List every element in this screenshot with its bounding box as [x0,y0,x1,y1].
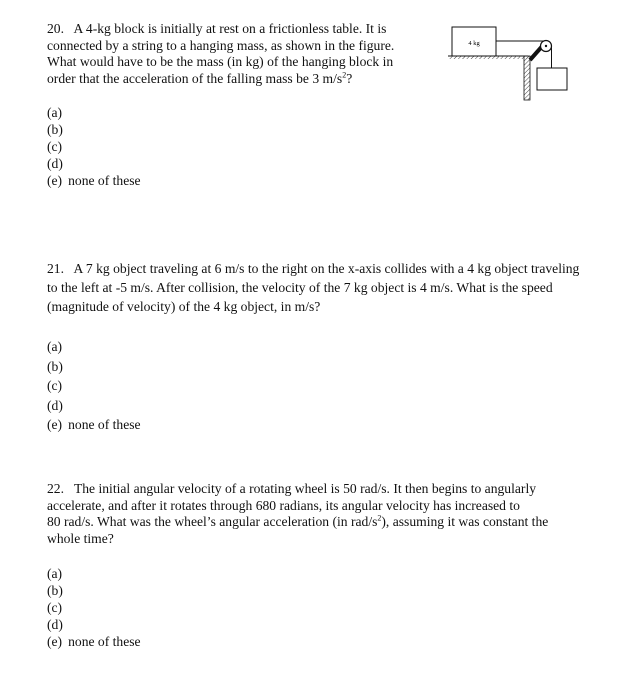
option-label: (c) [47,600,63,615]
option-c[interactable] [47,376,622,396]
stem-line: order that the acceleration of the falling mass be 3 m/s [47,70,343,86]
option-label: (b) [47,358,63,374]
option-b[interactable] [47,121,442,138]
pulley-diagram [446,20,576,102]
option-label: (e) [47,634,63,649]
option-text: none of these [68,173,141,188]
option-label: (b) [47,583,63,598]
answer-options [47,104,442,189]
option-c[interactable] [47,599,607,616]
option-label: (a) [47,339,63,354]
question-22 [47,481,607,650]
option-label: (e) [47,173,63,188]
option-c[interactable] [47,138,442,155]
option-e[interactable] [47,633,607,650]
option-e[interactable] [47,415,622,435]
option-label: (c) [47,378,63,393]
option-d[interactable] [47,616,607,633]
option-label: (e) [47,417,63,432]
stem-line: (magnitude of velocity) of the 4 kg object, in m/s? [47,299,321,314]
option-label: (a) [47,105,63,120]
stem-line: What would have to be the mass (in kg) of the hanging block in [47,54,394,69]
question-22-stem [47,481,607,547]
question-20-stem [47,21,442,87]
question-number: 22. [47,481,64,496]
question-21 [47,259,622,435]
question-number: 20. [47,21,64,36]
option-a[interactable] [47,104,442,121]
stem-line: A 4-kg block is initially at rest on a frictionless table. It is [73,21,387,36]
option-label: (c) [47,139,63,154]
option-b[interactable] [47,582,607,599]
option-text: none of these [68,634,141,649]
option-label: (d) [47,156,63,171]
option-text: none of these [68,417,141,432]
stem-line: whole time? [47,530,114,546]
question-21-stem [47,259,622,316]
stem-line: A 7 kg object traveling at 6 m/s to the right on the x-axis collides with a 4 kg object traveling [73,261,580,276]
stem-line: 80 rad/s. What was the wheel’s angular acceleration (in rad/s [47,514,378,529]
option-a[interactable] [47,565,607,582]
option-b[interactable] [47,357,622,377]
stem-line: connected by a string to a hanging mass, as shown in the figure. [47,37,395,53]
option-label: (d) [47,397,63,413]
question-number: 21. [47,261,64,276]
stem-end: ), assuming it was constant the [381,514,549,529]
option-a[interactable] [47,337,622,357]
option-label: (b) [47,122,63,137]
stem-end: ? [346,70,353,86]
option-label: (d) [47,617,63,632]
option-e[interactable] [47,172,442,189]
option-d[interactable] [47,155,442,172]
pulley-axle [545,45,547,47]
exponent: 2 [377,513,382,523]
option-label: (a) [47,566,63,581]
stem-line: to the left at -5 m/s. After collision, the velocity of the 7 kg object is 4 m/s. What is the speed [47,280,553,295]
answer-options [47,565,607,650]
answer-options [47,337,622,435]
question-20 [47,21,442,189]
block-label: 4 kg [468,40,480,47]
stem-line: accelerate, and after it rotates through 680 radians, its angular velocity has increased to [47,497,520,513]
table-leg [524,56,530,100]
stem-line: The initial angular velocity of a rotating wheel is 50 rad/s. It then begins to angularly [73,481,537,496]
option-d[interactable] [47,396,622,416]
exponent: 2 [342,69,347,79]
hanging-block [537,68,567,90]
